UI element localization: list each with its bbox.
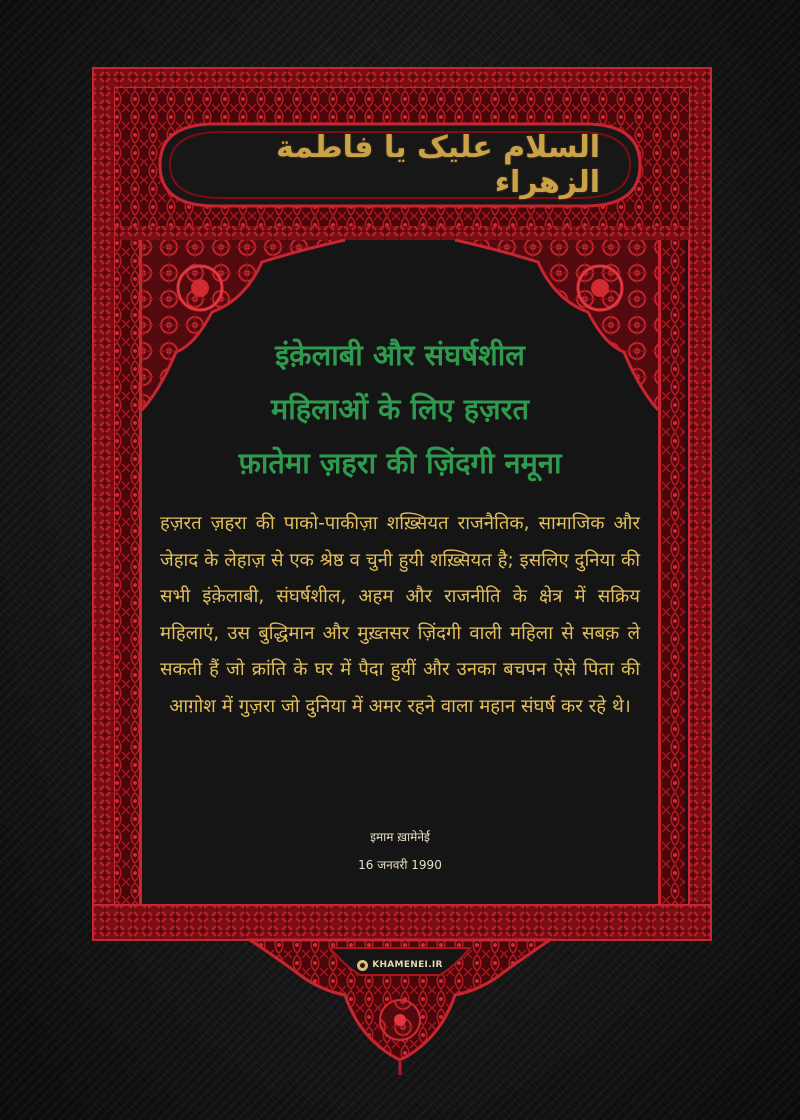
author-name: इमाम ख़ामेनेई [370, 830, 430, 844]
site-logo[interactable] [330, 955, 470, 975]
bottom-band [93, 905, 711, 940]
site-logo-text: KHAMENEI.IR [372, 960, 443, 970]
quote-date: 16 जनवरी 1990 [358, 858, 442, 872]
heading-line-1: इंक़ेलाबी और संघर्षशील [275, 338, 525, 372]
arabic-salutation: السلام علیک یا فاطمة الزهراء [276, 130, 600, 200]
quote-body: हज़रत ज़हरा की पाको-पाकीज़ा शख़्सियत राजनैतिक, सामाजिक और जेहाद के लेहाज़ से एक श्रेष्ठ व चुनी हुयी शख़्सियत है; इसलिए दुनिया की सभी इंक़ेलाबी, संघर्षशील, अहम और राजनीति के क्षेत्र में सक्रिय महिलाएं, उस बुद्धिमान और मुख़्तसर ज़िंदगी वाली महिला से सबक़ ले सकती हैं जो क्रांति के घर में पैदा हुयीं और उनका बचपन ऐसे पिता की आग़ोश में गुज़रा जो दुनिया में अमर रहने वाला महान संघर्ष कर रहे थे। [160, 513, 640, 717]
calligraphy-title [200, 130, 600, 200]
heading-line-3: फ़ातेमा ज़हरा की ज़िंदगी नमूना [238, 446, 562, 480]
khamenei-logo-icon [357, 960, 368, 971]
heading-line-2: महिलाओं के लिए हज़रत [270, 392, 530, 426]
